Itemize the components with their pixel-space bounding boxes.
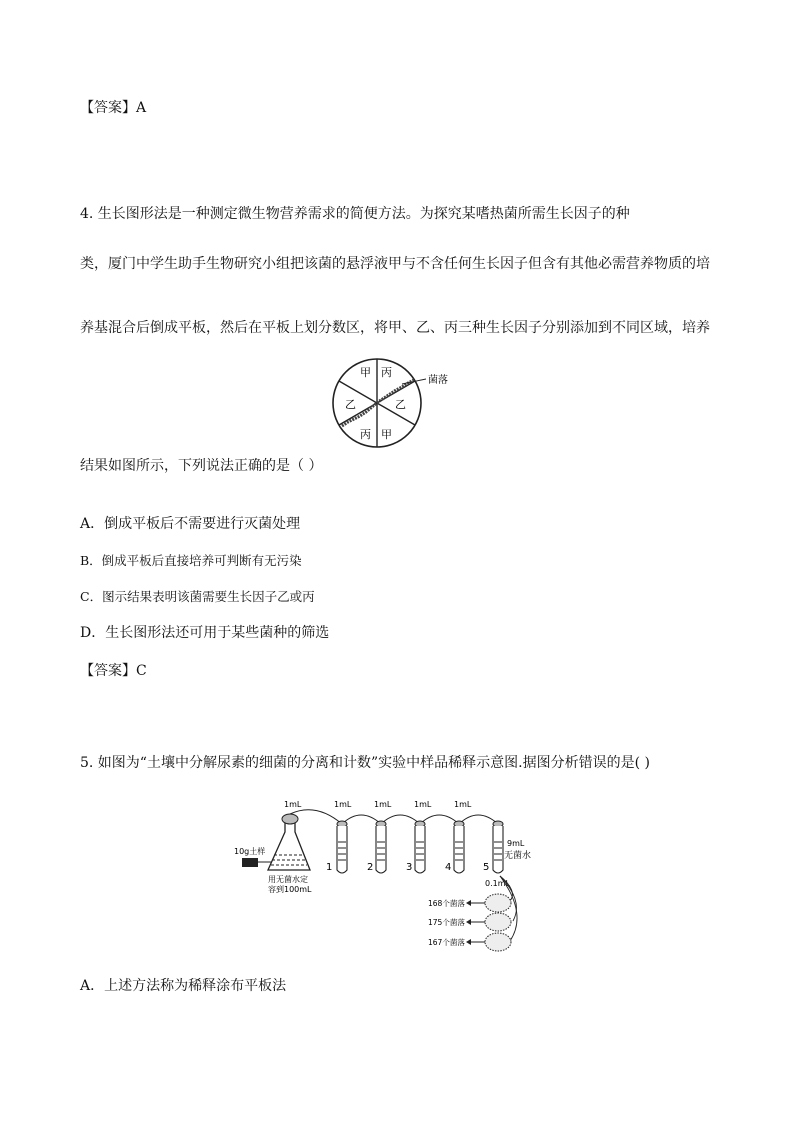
option-c: C．图示结果表明该菌需要生长因子乙或丙 xyxy=(80,589,315,604)
flask-label-line-2: 容到100mL xyxy=(268,885,312,894)
test-tube-3 xyxy=(415,821,425,873)
serial-dilution-figure xyxy=(228,796,548,956)
question-4-line-2: 类，厦门中学生助手生物研究小组把该菌的悬浮液甲与不含任何生长因子但含有其他必需营养物质的培 xyxy=(80,256,710,272)
culture-plate-2 xyxy=(485,913,511,931)
tube-number-4: 4 xyxy=(445,862,452,873)
test-tube-5 xyxy=(493,821,503,873)
transfer-volume-4: 1mL xyxy=(414,800,432,809)
transfer-volume-5: 1mL xyxy=(454,800,472,809)
transfer-volume-3: 1mL xyxy=(374,800,392,809)
test-tube-2 xyxy=(376,821,386,873)
colony-count-2: 175个菌落 xyxy=(428,918,465,927)
colony-count-1: 168个菌落 xyxy=(428,899,465,908)
answer-label: 【答案】A xyxy=(80,100,147,116)
option-a: A．倒成平板后不需要进行灭菌处理 xyxy=(80,516,301,532)
soil-sample-label: 10g土样 xyxy=(234,847,266,856)
question-5-line-1: 5. 如图为“土壤中分解尿素的细菌的分离和计数”实验中样品稀释示意图.据图分析错误的是( ) xyxy=(80,755,650,771)
zone-label-bottom-left: 丙 xyxy=(360,428,371,441)
zone-label-bottom-right: 甲 xyxy=(381,428,392,441)
question-4-line-3: 养基混合后倒成平板，然后在平板上划分数区，将甲、乙、丙三种生长因子分别添加到不同区域，培养 xyxy=(80,320,710,336)
zone-label-top-left: 甲 xyxy=(360,366,371,379)
option-b: B．倒成平板后直接培养可判断有无污染 xyxy=(80,553,302,568)
test-tube-1 xyxy=(337,821,347,873)
colony-callout: 菌落 xyxy=(428,375,448,386)
tube-number-5: 5 xyxy=(483,862,490,873)
zone-label-left: 乙 xyxy=(345,398,356,411)
question-4-line-4: 结果如图所示，下列说法正确的是（ ） xyxy=(80,458,323,474)
zone-label-top-right: 丙 xyxy=(381,366,392,379)
tube-number-3: 3 xyxy=(406,862,413,873)
tube-number-1: 1 xyxy=(326,862,333,873)
transfer-volume-2: 1mL xyxy=(334,800,352,809)
question-5-option-a: A．上述方法称为稀释涂布平板法 xyxy=(80,978,287,994)
zone-label-right: 乙 xyxy=(395,398,406,411)
culture-plate-1 xyxy=(485,894,511,912)
flask-label-line-1: 用无菌水定 xyxy=(268,875,308,884)
culture-plate-3 xyxy=(485,933,511,951)
colony-count-3: 167个菌落 xyxy=(428,938,465,947)
spread-volume-label: 0.1mL xyxy=(485,879,510,888)
question-4-line-1: 4. 生长图形法是一种测定微生物营养需求的简便方法。为探究某嗜热菌所需生长因子的种 xyxy=(80,206,630,222)
transfer-volume-1: 1mL xyxy=(284,800,302,809)
water-volume-label: 9mL xyxy=(507,839,525,848)
water-type-label: 无菌水 xyxy=(504,851,532,861)
test-tube-4 xyxy=(454,821,464,873)
growth-plate-figure xyxy=(328,356,468,456)
tube-number-2: 2 xyxy=(367,862,374,873)
option-d: D．生长图形法还可用于某些菌种的筛选 xyxy=(80,625,330,641)
answer-label: 【答案】C xyxy=(80,663,147,679)
